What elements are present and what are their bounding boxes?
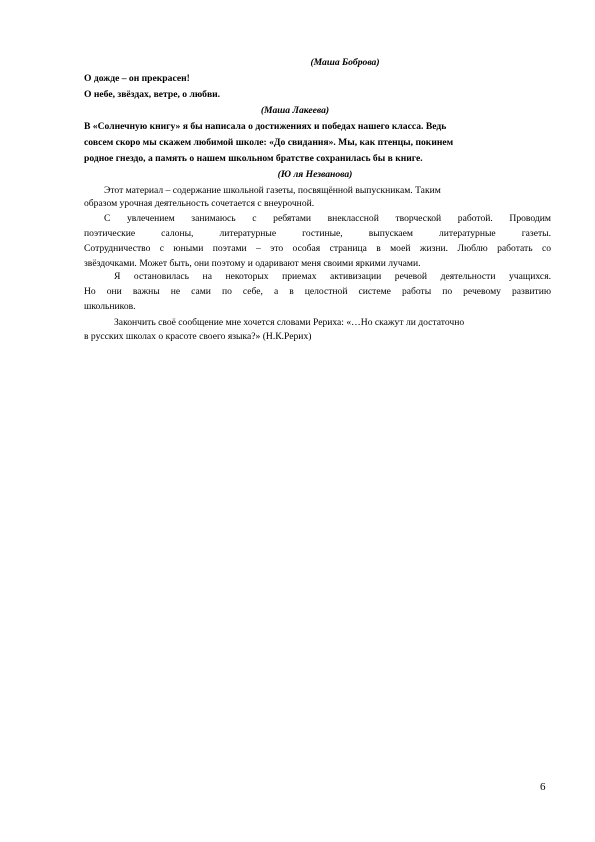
paragraph-4-line-2: в русских школах о красоте своего языка?» (Н.К.Рерих) xyxy=(84,331,312,342)
essay-line-1: В «Солнечную книгу» я бы написала о достижениях и победах нашего класса. Ведь xyxy=(84,121,447,132)
poem-line-1: О дожде – он прекрасен! xyxy=(84,73,190,84)
paragraph-2-line-3: Сотрудничество с юными поэтами – это особая страница в моей жизни. Люблю работать со xyxy=(84,243,551,254)
signature-masha-bobrova: (Маша Боброва) xyxy=(310,57,380,68)
paragraph-2-line-1: С увлечением занимаюсь с ребятами внеклассной творческой работой. Проводим xyxy=(104,213,551,224)
signature-masha-lakeeva: (Маша Лакеева) xyxy=(260,105,330,116)
paragraph-3-line-2: Но они важны не сами по себе, а в целостной системе работы по речевому развитию xyxy=(84,286,551,297)
paragraph-4-line-1: Закончить своё сообщение мне хочется словами Рериха: «…Но скажут ли достаточно xyxy=(114,317,465,328)
signature-yulya-nezvanova: (Ю ля Незванова) xyxy=(277,169,353,180)
page-number: 6 xyxy=(540,781,546,793)
paragraph-3-line-3: школьников. xyxy=(84,301,136,312)
paragraph-2-line-2: поэтические салоны, литературные гостиные, выпускаем литературные газеты. xyxy=(84,228,551,239)
paragraph-1-line-1: Этот материал – содержание школьной газеты, посвящённой выпускникам. Таким xyxy=(104,185,441,196)
essay-line-2: совсем скоро мы скажем любимой школе: «До свидания». Мы, как птенцы, покинем xyxy=(84,137,454,148)
poem-line-2: О небе, звёздах, ветре, о любви. xyxy=(84,89,221,100)
paragraph-1-line-2: образом урочная деятельность сочетается с внеурочной. xyxy=(84,198,315,209)
paragraph-3-line-1: Я остановилась на некоторых приемах активизации речевой деятельности учащихся. xyxy=(114,271,551,282)
paragraph-2-line-4: звёздочками. Может быть, они поэтому и одаривают меня своими яркими лучами. xyxy=(84,258,421,269)
essay-line-3: родное гнездо, а память о нашем школьном братстве сохранилась бы в книге. xyxy=(84,153,423,164)
